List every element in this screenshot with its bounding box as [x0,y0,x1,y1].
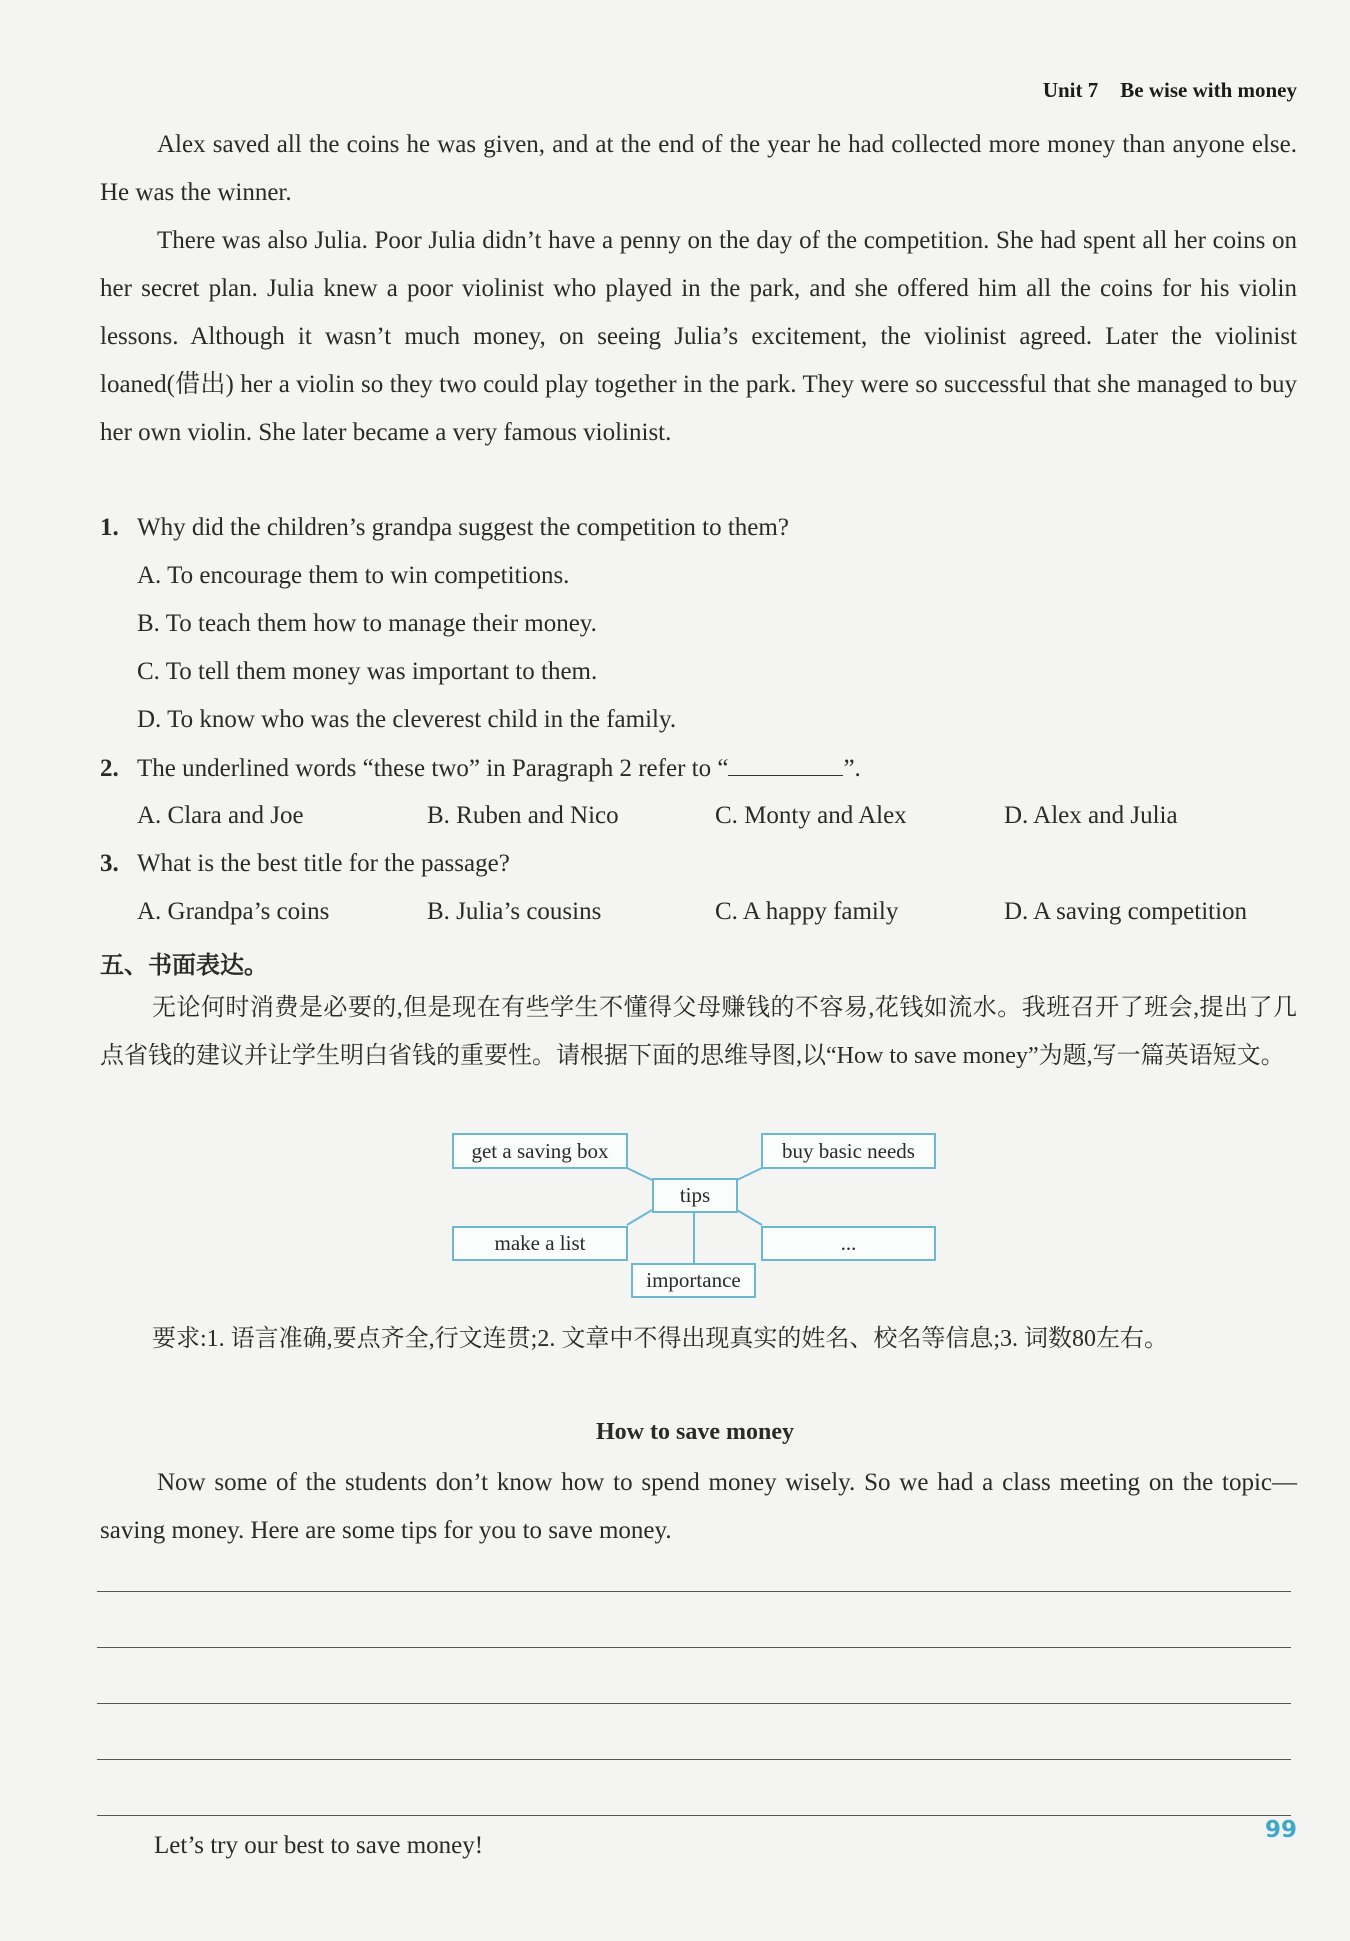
mindmap-node-more: ... [761,1226,936,1261]
answer-line-3[interactable] [97,1703,1291,1704]
writing-instructions: 无论何时消费是必要的,但是现在有些学生不懂得父母赚钱的不容易,花钱如流水。我班召开了班会,提出了几点省钱的建议并让学生明白省钱的重要性。请根据下面的思维导图,以“How to save money”为题,写一篇英语短文。 [100,995,1297,1069]
unit-label: Unit 7 [1042,78,1099,102]
answer-line-5[interactable] [97,1815,1291,1816]
q2-option-d[interactable]: D. Alex and Julia [1004,802,1178,829]
q2-option-b[interactable]: B. Ruben and Nico [427,802,619,829]
answer-line-1[interactable] [97,1591,1291,1592]
q1-option-a[interactable]: A. To encourage them to win competitions. [137,562,570,589]
question-text-before: The underlined words “these two” in Paragraph 2 refer to “ [137,755,729,782]
question-number: 1. [100,514,119,541]
q3-option-b[interactable]: B. Julia’s cousins [427,898,602,925]
unit-title: Be wise with money [1120,78,1297,102]
writing-requirements: 要求:1. 语言准确,要点齐全,行文连贯;2. 文章中不得出现真实的姓名、校名等信息;3. 词数80左右。 [152,1326,1169,1352]
mindmap-node-importance: importance [631,1263,756,1298]
q3-option-d[interactable]: D. A saving competition [1004,898,1248,925]
mindmap-node-saving-box: get a saving box [452,1133,628,1169]
q2-option-a[interactable]: A. Clara and Joe [137,802,304,829]
question-text-after: ”. [843,755,861,782]
question-number: 2. [100,755,119,782]
essay-closing: Let’s try our best to save money! [154,1832,484,1859]
q1-option-d[interactable]: D. To know who was the cleverest child in the family. [137,706,677,733]
essay-title: How to save money [596,1419,794,1445]
q1-option-c[interactable]: C. To tell them money was important to them. [137,658,598,685]
question-text: Why did the children’s grandpa suggest the competition to them? [137,514,789,541]
q1-option-b[interactable]: B. To teach them how to manage their money. [137,610,597,637]
q3-option-a[interactable]: A. Grandpa’s coins [137,898,330,925]
answer-line-2[interactable] [97,1647,1291,1648]
passage-paragraph-2: There was also Julia. Poor Julia didn’t have a penny on the day of the competition. She had spent all her coins on her secret plan. Julia knew a poor violinist who played in the park, and she offered him all the coins for his violin lessons. Although it wasn’t much money, on seeing Julia’s excitement, the violinist agreed. Later the violinist loaned(借出) her a violin so they two could play together in the park. They were so successful that she managed to buy her own violin. She later became a very famous violinist. [100,227,1297,446]
passage-paragraph-1: Alex saved all the coins he was given, and at the end of the year he had collected more money than anyone else. He was the winner. [100,131,1297,206]
page-number: 99 [1264,1817,1297,1843]
q3-option-c[interactable]: C. A happy family [715,898,899,925]
mindmap-node-basic-needs: buy basic needs [761,1133,936,1169]
mindmap-node-make-list: make a list [452,1226,628,1261]
section-title: 五、书面表达。 [100,951,268,979]
mindmap-node-tips: tips [652,1178,738,1213]
q2-option-c[interactable]: C. Monty and Alex [715,802,907,829]
question-number: 3. [100,850,119,877]
answer-line-4[interactable] [97,1759,1291,1760]
question-text: What is the best title for the passage? [137,850,510,877]
essay-opening: Now some of the students don’t know how to spend money wisely. So we had a class meeting on the topic—saving money. Here are some tips for you to save money. [100,1469,1297,1544]
